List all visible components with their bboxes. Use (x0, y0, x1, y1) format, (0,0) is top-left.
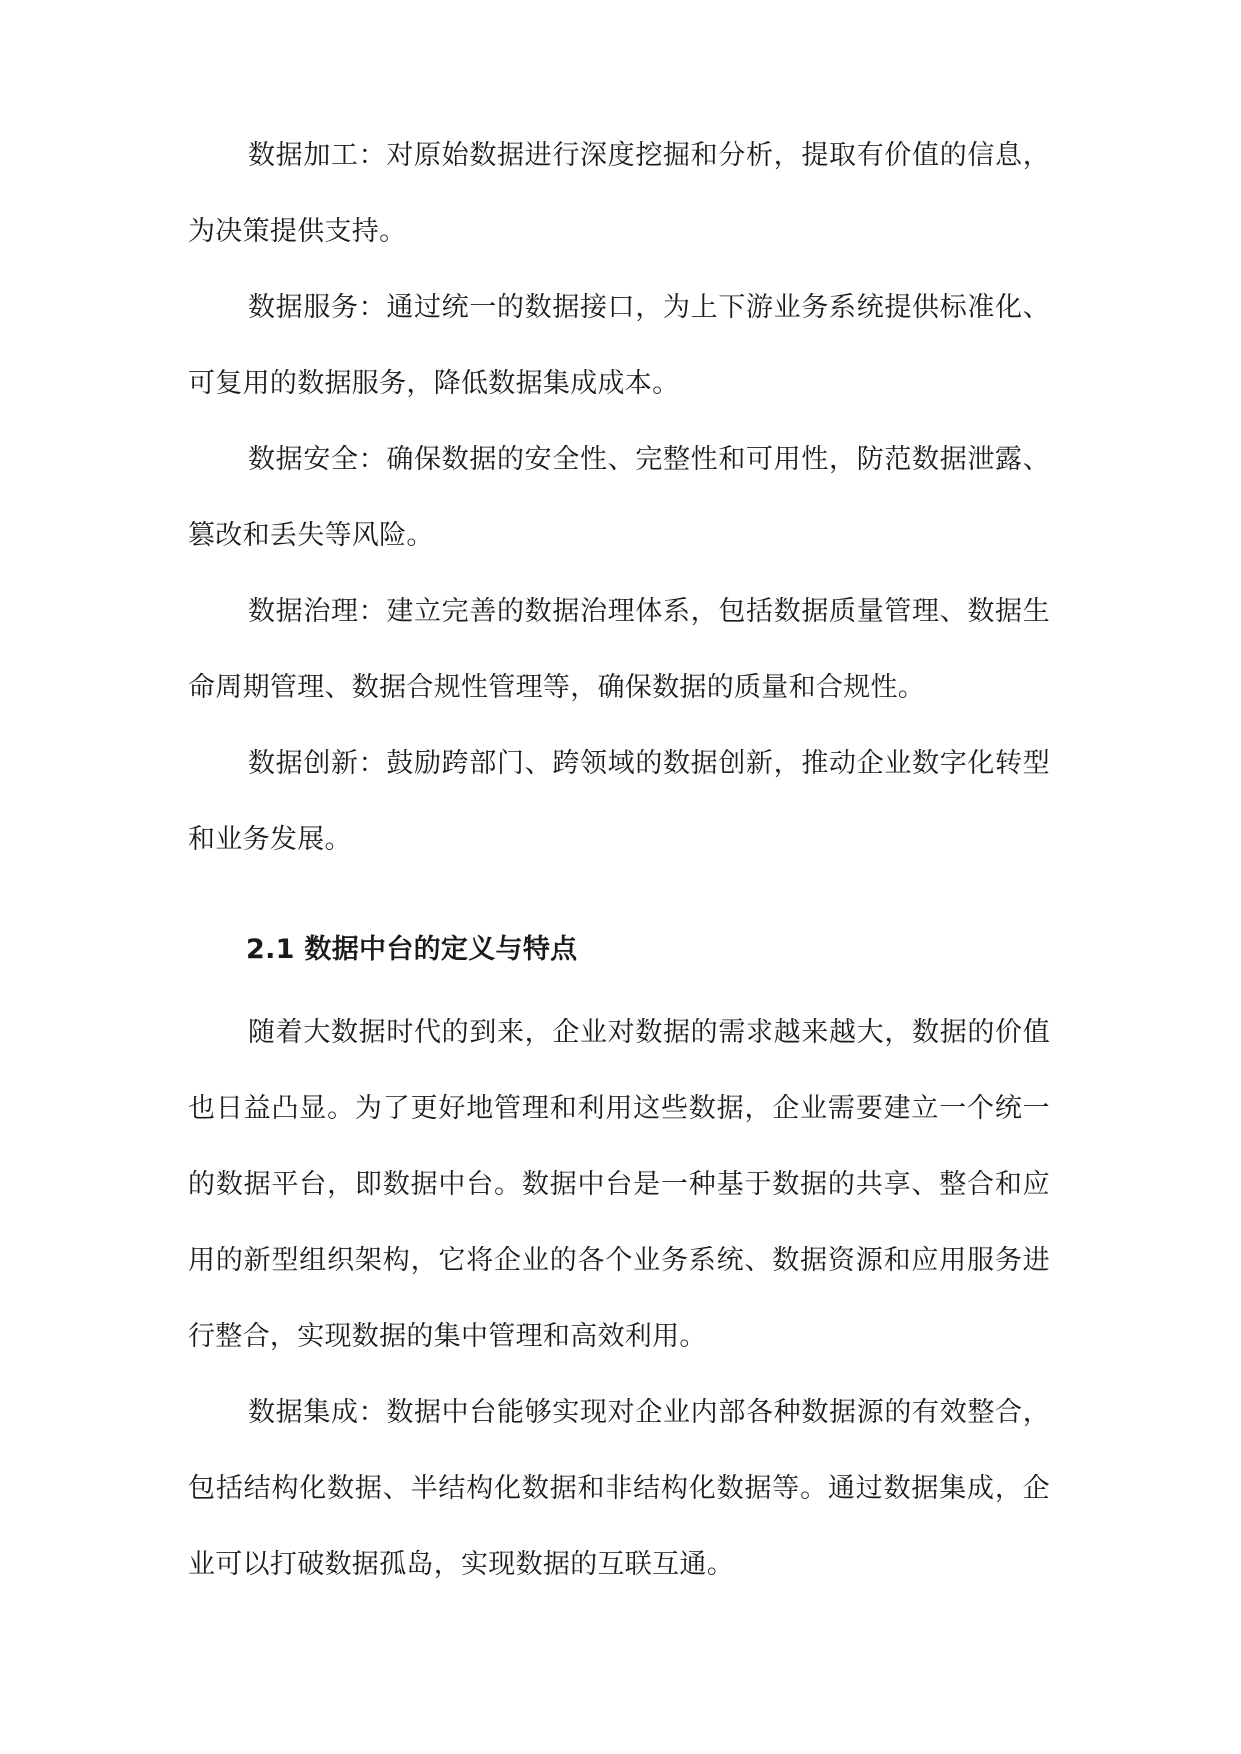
paragraph-data-integration: 数据集成：数据中台能够实现对企业内部各种数据源的有效整合，包括结构化数据、半结构化数据和非结构化数据等。通过数据集成，企业可以打破数据孤岛，实现数据的互联互通。 (188, 1397, 1050, 1580)
paragraph-data-processing: 数据加工：对原始数据进行深度挖掘和分析，提取有价值的信息，为决策提供支持。 (188, 140, 1050, 247)
paragraph-data-governance: 数据治理：建立完善的数据治理体系，包括数据质量管理、数据生命周期管理、数据合规性管理等，确保数据的质量和合规性。 (188, 596, 1050, 703)
paragraph-data-innovation: 数据创新：鼓励跨部门、跨领域的数据创新，推动企业数字化转型和业务发展。 (188, 748, 1050, 855)
paragraph-data-service: 数据服务：通过统一的数据接口，为上下游业务系统提供标准化、可复用的数据服务，降低数据集成成本。 (188, 292, 1050, 399)
paragraph-data-security: 数据安全：确保数据的安全性、完整性和可用性，防范数据泄露、篡改和丢失等风险。 (188, 444, 1050, 551)
paragraph-data-platform-intro: 随着大数据时代的到来，企业对数据的需求越来越大，数据的价值也日益凸显。为了更好地管理和利用这些数据，企业需要建立一个统一的数据平台，即数据中台。数据中台是一种基于数据的共享、整合和应用的新型组织架构，它将企业的各个业务系统、数据资源和应用服务进行整合，实现数据的集中管理和高效利用。 (188, 1017, 1050, 1352)
section-heading: 2.1 数据中台的定义与特点 (246, 934, 578, 965)
